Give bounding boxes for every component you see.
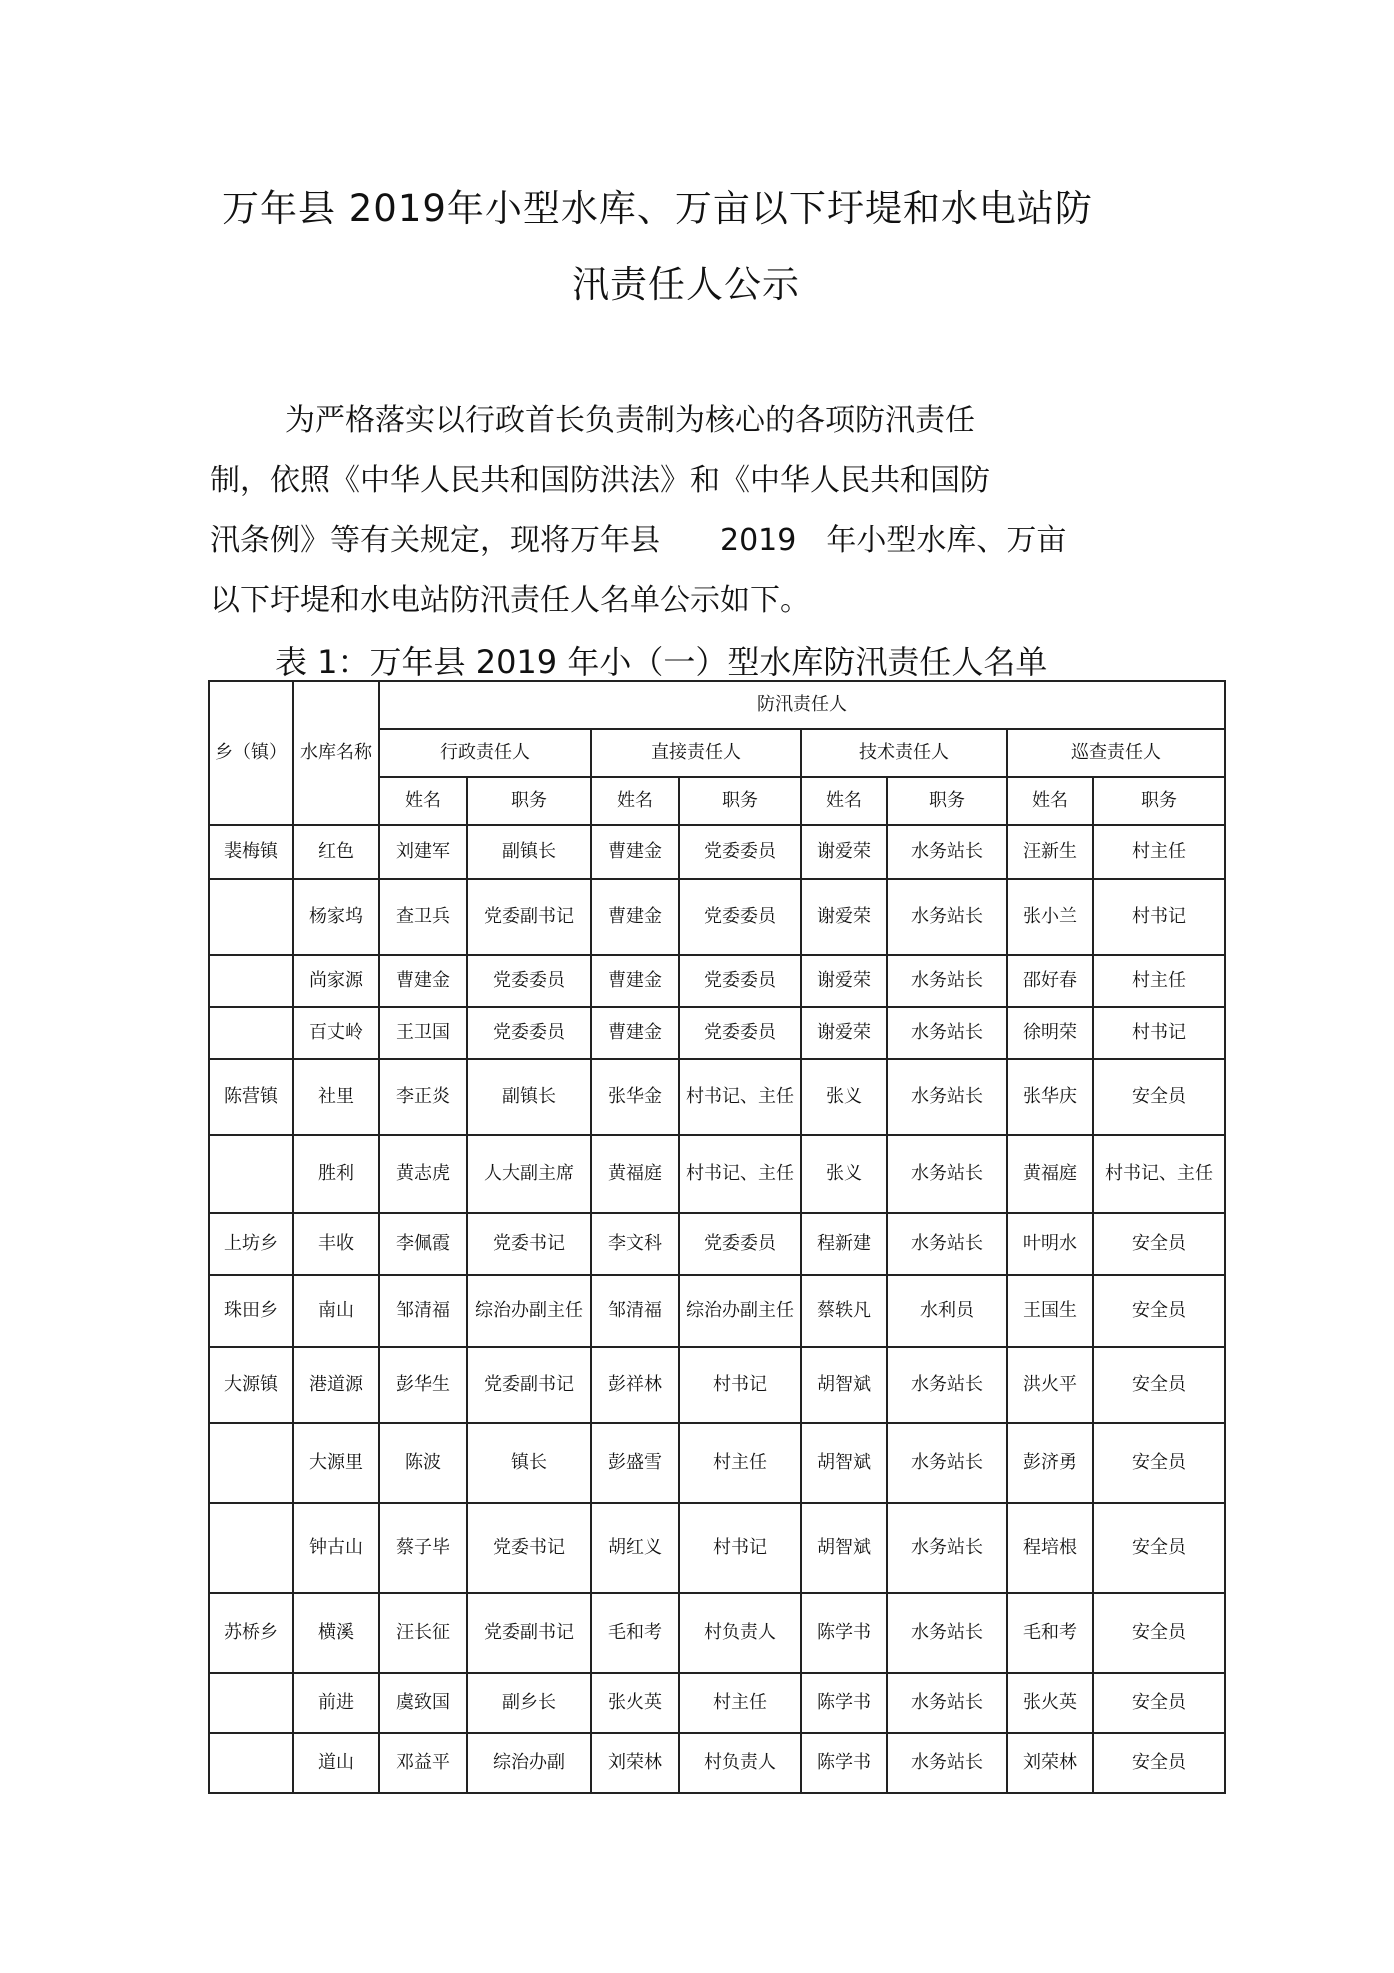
cell-tech-name: 陈学书 — [801, 1673, 887, 1733]
table-row — [209, 1213, 1225, 1275]
cell-patrol-name: 彭济勇 — [1007, 1423, 1093, 1503]
cell-reservoir: 横溪 — [293, 1593, 379, 1673]
cell-direct-name: 李文科 — [591, 1213, 679, 1275]
cell-reservoir: 社里 — [293, 1059, 379, 1135]
header-name: 姓名 — [379, 777, 467, 825]
header-township: 乡（镇） — [209, 681, 293, 825]
table-row — [209, 1733, 1225, 1793]
cell-direct-post: 党委委员 — [679, 1213, 801, 1275]
cell-admin-name: 蔡子毕 — [379, 1503, 467, 1593]
cell-tech-name: 张义 — [801, 1135, 887, 1213]
cell-patrol-name: 黄福庭 — [1007, 1135, 1093, 1213]
cell-admin-name: 查卫兵 — [379, 879, 467, 955]
cell-patrol-post: 村主任 — [1093, 825, 1225, 879]
cell-tech-name: 胡智斌 — [801, 1423, 887, 1503]
cell-tech-post: 水务站长 — [887, 1423, 1007, 1503]
cell-patrol-name: 洪火平 — [1007, 1347, 1093, 1423]
table-row — [209, 1593, 1225, 1673]
cell-direct-name: 毛和考 — [591, 1593, 679, 1673]
cell-reservoir: 杨家坞 — [293, 879, 379, 955]
cell-direct-name: 彭祥林 — [591, 1347, 679, 1423]
cell-tech-post: 水务站长 — [887, 1135, 1007, 1213]
paragraph-line-4: 以下圩堤和水电站防汛责任人名单公示如下。 — [210, 583, 810, 618]
cell-tech-name: 谢爱荣 — [801, 1007, 887, 1059]
cell-patrol-name: 程培根 — [1007, 1503, 1093, 1593]
header-name: 姓名 — [591, 777, 679, 825]
cell-admin-post: 党委副书记 — [467, 1347, 591, 1423]
table-row — [209, 1059, 1225, 1135]
header-post: 职务 — [467, 777, 591, 825]
cell-admin-post: 综治办副 — [467, 1733, 591, 1793]
cell-township — [209, 1673, 293, 1733]
header-role-admin: 行政责任人 — [379, 729, 591, 777]
table-body — [209, 825, 1225, 1793]
cell-patrol-post: 安全员 — [1093, 1213, 1225, 1275]
table-row — [209, 955, 1225, 1007]
cell-reservoir: 道山 — [293, 1733, 379, 1793]
cell-tech-name: 陈学书 — [801, 1733, 887, 1793]
cell-admin-post: 副镇长 — [467, 825, 591, 879]
cell-reservoir: 钟古山 — [293, 1503, 379, 1593]
cell-direct-name: 刘荣林 — [591, 1733, 679, 1793]
cell-direct-post: 村书记、主任 — [679, 1135, 801, 1213]
cell-direct-post: 村主任 — [679, 1673, 801, 1733]
cell-reservoir: 百丈岭 — [293, 1007, 379, 1059]
cell-reservoir: 尚家源 — [293, 955, 379, 1007]
cell-direct-name: 邹清福 — [591, 1275, 679, 1347]
cell-tech-post: 水务站长 — [887, 955, 1007, 1007]
cell-direct-post: 村主任 — [679, 1423, 801, 1503]
cell-admin-name: 陈波 — [379, 1423, 467, 1503]
cell-patrol-post: 安全员 — [1093, 1733, 1225, 1793]
cell-patrol-post: 安全员 — [1093, 1593, 1225, 1673]
cell-direct-post: 村书记、主任 — [679, 1059, 801, 1135]
cell-tech-name: 谢爱荣 — [801, 955, 887, 1007]
doc-title-line-2: 汛责任人公示 — [572, 263, 800, 306]
table-row — [209, 1503, 1225, 1593]
cell-patrol-post: 安全员 — [1093, 1423, 1225, 1503]
cell-admin-post: 党委书记 — [467, 1213, 591, 1275]
cell-patrol-name: 王国生 — [1007, 1275, 1093, 1347]
table-row — [209, 1275, 1225, 1347]
cell-patrol-post: 安全员 — [1093, 1503, 1225, 1593]
cell-township — [209, 955, 293, 1007]
cell-direct-post: 党委委员 — [679, 1007, 801, 1059]
cell-direct-name: 张华金 — [591, 1059, 679, 1135]
cell-tech-post: 水务站长 — [887, 1213, 1007, 1275]
cell-reservoir: 红色 — [293, 825, 379, 879]
cell-admin-post: 人大副主席 — [467, 1135, 591, 1213]
cell-admin-name: 虞致国 — [379, 1673, 467, 1733]
cell-direct-name: 胡红义 — [591, 1503, 679, 1593]
cell-direct-name: 曹建金 — [591, 825, 679, 879]
cell-reservoir: 南山 — [293, 1275, 379, 1347]
cell-tech-post: 水务站长 — [887, 1593, 1007, 1673]
header-role-patrol: 巡查责任人 — [1007, 729, 1225, 777]
cell-direct-post: 村负责人 — [679, 1593, 801, 1673]
header-reservoir: 水库名称 — [293, 681, 379, 825]
cell-tech-post: 水务站长 — [887, 1347, 1007, 1423]
cell-admin-post: 党委委员 — [467, 955, 591, 1007]
cell-tech-name: 胡智斌 — [801, 1347, 887, 1423]
cell-tech-name: 谢爱荣 — [801, 825, 887, 879]
cell-direct-name: 曹建金 — [591, 955, 679, 1007]
cell-patrol-post: 安全员 — [1093, 1275, 1225, 1347]
cell-direct-name: 曹建金 — [591, 879, 679, 955]
cell-direct-post: 村书记 — [679, 1503, 801, 1593]
cell-admin-post: 副镇长 — [467, 1059, 591, 1135]
cell-direct-post: 综治办副主任 — [679, 1275, 801, 1347]
cell-patrol-post: 村主任 — [1093, 955, 1225, 1007]
cell-patrol-name: 邵好春 — [1007, 955, 1093, 1007]
cell-township: 珠田乡 — [209, 1275, 293, 1347]
cell-direct-name: 张火英 — [591, 1673, 679, 1733]
cell-patrol-name: 徐明荣 — [1007, 1007, 1093, 1059]
cell-township — [209, 879, 293, 955]
cell-township — [209, 1135, 293, 1213]
cell-township: 上坊乡 — [209, 1213, 293, 1275]
cell-admin-name: 邹清福 — [379, 1275, 467, 1347]
table-caption: 表 1：万年县 2019 年小（一）型水库防汛责任人名单 — [275, 643, 1048, 681]
table-row — [209, 1347, 1225, 1423]
cell-patrol-name: 张火英 — [1007, 1673, 1093, 1733]
cell-reservoir: 胜利 — [293, 1135, 379, 1213]
cell-tech-name: 陈学书 — [801, 1593, 887, 1673]
cell-direct-post: 村书记 — [679, 1347, 801, 1423]
cell-patrol-post: 村书记 — [1093, 1007, 1225, 1059]
cell-reservoir: 大源里 — [293, 1423, 379, 1503]
header-post: 职务 — [679, 777, 801, 825]
cell-admin-post: 副乡长 — [467, 1673, 591, 1733]
cell-tech-post: 水务站长 — [887, 1673, 1007, 1733]
paragraph-line-1: 为严格落实以行政首长负责制为核心的各项防汛责任 — [285, 403, 975, 438]
cell-patrol-name: 张华庆 — [1007, 1059, 1093, 1135]
cell-direct-name: 曹建金 — [591, 1007, 679, 1059]
table-row — [209, 879, 1225, 955]
header-flood-control-group: 防汛责任人 — [379, 681, 1225, 729]
table-row — [209, 1423, 1225, 1503]
cell-township — [209, 1423, 293, 1503]
cell-patrol-name: 毛和考 — [1007, 1593, 1093, 1673]
cell-tech-name: 程新建 — [801, 1213, 887, 1275]
cell-patrol-post: 安全员 — [1093, 1059, 1225, 1135]
cell-direct-name: 黄福庭 — [591, 1135, 679, 1213]
cell-patrol-post: 村书记 — [1093, 879, 1225, 955]
cell-tech-post: 水务站长 — [887, 825, 1007, 879]
cell-direct-post: 党委委员 — [679, 955, 801, 1007]
cell-patrol-post: 安全员 — [1093, 1673, 1225, 1733]
cell-tech-post: 水务站长 — [887, 1733, 1007, 1793]
cell-admin-name: 王卫国 — [379, 1007, 467, 1059]
doc-title-line-1: 万年县 2019年小型水库、万亩以下圩堤和水电站防 — [222, 187, 1093, 230]
header-role-direct: 直接责任人 — [591, 729, 801, 777]
cell-township: 大源镇 — [209, 1347, 293, 1423]
cell-tech-name: 张义 — [801, 1059, 887, 1135]
cell-admin-name: 彭华生 — [379, 1347, 467, 1423]
cell-township — [209, 1733, 293, 1793]
cell-township — [209, 1007, 293, 1059]
cell-tech-name: 蔡轶凡 — [801, 1275, 887, 1347]
cell-patrol-name: 叶明水 — [1007, 1213, 1093, 1275]
cell-direct-post: 村负责人 — [679, 1733, 801, 1793]
table-row — [209, 1135, 1225, 1213]
cell-township: 苏桥乡 — [209, 1593, 293, 1673]
header-role-technical: 技术责任人 — [801, 729, 1007, 777]
header-post: 职务 — [1093, 777, 1225, 825]
paragraph-line-3: 汛条例》等有关规定，现将万年县 2019 年小型水库、万亩 — [210, 523, 1067, 558]
table-row — [209, 825, 1225, 879]
cell-direct-name: 彭盛雪 — [591, 1423, 679, 1503]
header-post: 职务 — [887, 777, 1007, 825]
cell-tech-post: 水务站长 — [887, 879, 1007, 955]
header-name: 姓名 — [801, 777, 887, 825]
cell-admin-post: 党委委员 — [467, 1007, 591, 1059]
cell-admin-post: 党委书记 — [467, 1503, 591, 1593]
cell-admin-post: 党委副书记 — [467, 1593, 591, 1673]
cell-admin-name: 刘建军 — [379, 825, 467, 879]
cell-tech-name: 谢爱荣 — [801, 879, 887, 955]
cell-direct-post: 党委委员 — [679, 879, 801, 955]
cell-admin-name: 李佩霞 — [379, 1213, 467, 1275]
cell-admin-name: 李正炎 — [379, 1059, 467, 1135]
cell-admin-post: 镇长 — [467, 1423, 591, 1503]
cell-patrol-name: 张小兰 — [1007, 879, 1093, 955]
cell-township: 裴梅镇 — [209, 825, 293, 879]
cell-admin-name: 汪长征 — [379, 1593, 467, 1673]
cell-patrol-name: 汪新生 — [1007, 825, 1093, 879]
cell-tech-post: 水务站长 — [887, 1007, 1007, 1059]
cell-patrol-post: 村书记、主任 — [1093, 1135, 1225, 1213]
table-row — [209, 1007, 1225, 1059]
cell-tech-post: 水务站长 — [887, 1503, 1007, 1593]
cell-patrol-name: 刘荣林 — [1007, 1733, 1093, 1793]
cell-admin-name: 曹建金 — [379, 955, 467, 1007]
cell-admin-name: 邓益平 — [379, 1733, 467, 1793]
cell-patrol-post: 安全员 — [1093, 1347, 1225, 1423]
table-row — [209, 1673, 1225, 1733]
cell-admin-post: 党委副书记 — [467, 879, 591, 955]
cell-reservoir: 丰收 — [293, 1213, 379, 1275]
cell-admin-post: 综治办副主任 — [467, 1275, 591, 1347]
cell-tech-post: 水务站长 — [887, 1059, 1007, 1135]
cell-tech-name: 胡智斌 — [801, 1503, 887, 1593]
paragraph-line-2: 制，依照《中华人民共和国防洪法》和《中华人民共和国防 — [210, 463, 990, 498]
cell-reservoir: 前进 — [293, 1673, 379, 1733]
header-name: 姓名 — [1007, 777, 1093, 825]
responsibility-table — [208, 680, 1226, 1794]
cell-reservoir: 港道源 — [293, 1347, 379, 1423]
cell-township: 陈营镇 — [209, 1059, 293, 1135]
cell-direct-post: 党委委员 — [679, 825, 801, 879]
cell-tech-post: 水利员 — [887, 1275, 1007, 1347]
cell-township — [209, 1503, 293, 1593]
cell-admin-name: 黄志虎 — [379, 1135, 467, 1213]
